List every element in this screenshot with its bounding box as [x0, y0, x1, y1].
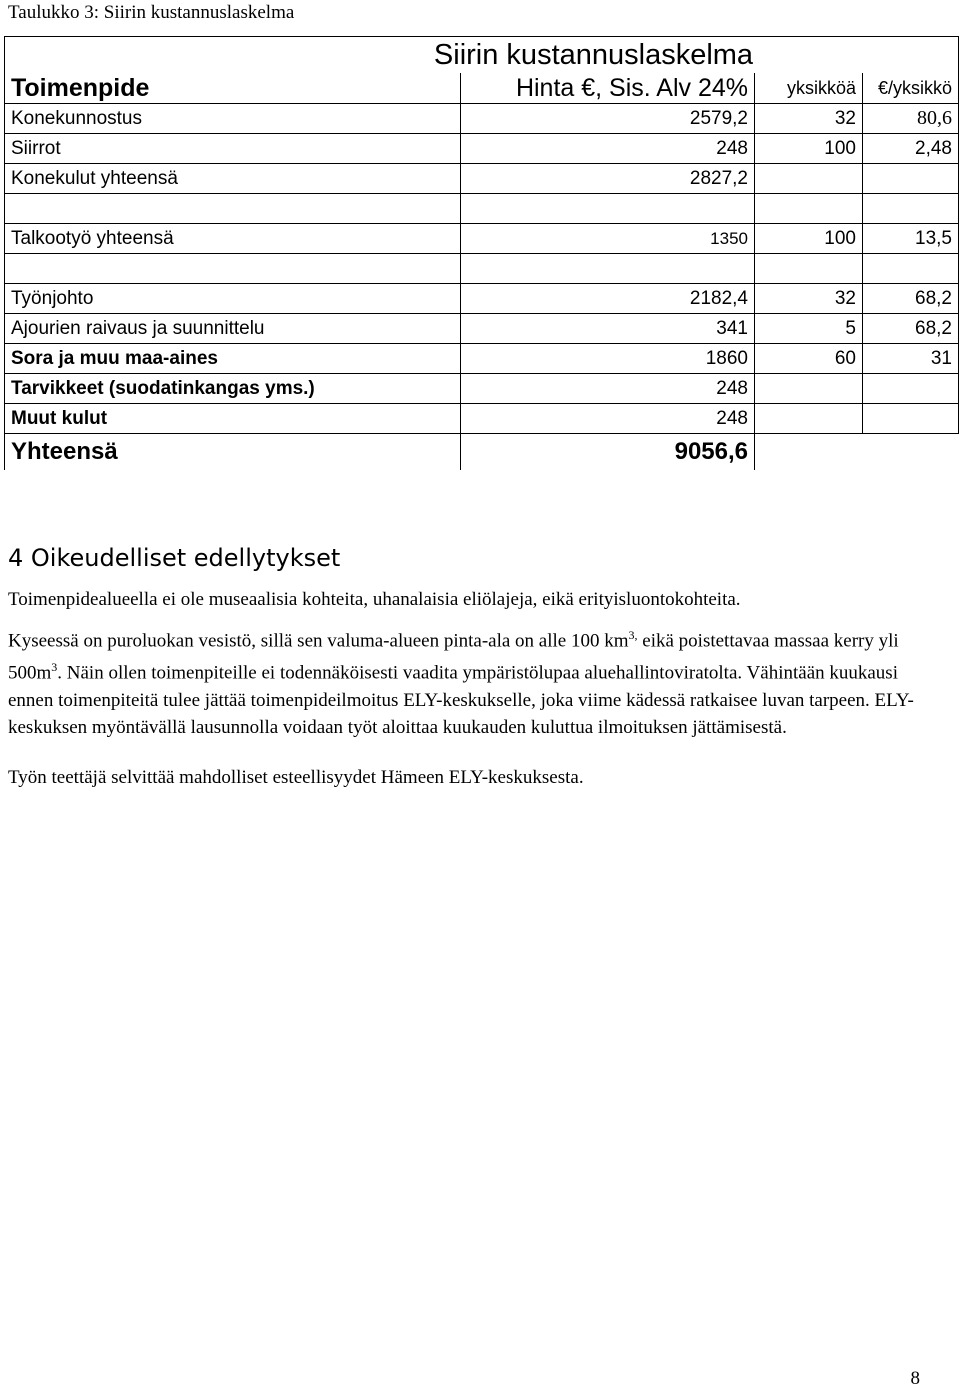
row-price — [461, 254, 755, 284]
row-unit-price: 31 — [863, 344, 959, 374]
row-units: 32 — [755, 104, 863, 134]
row-unit-price: 80,6 — [863, 104, 959, 134]
row-units: 32 — [755, 284, 863, 314]
paragraph-3: Työn teettäjä selvittää mahdolliset esteellisyydet Hämeen ELY-keskuksesta. — [8, 767, 584, 788]
paragraph-1: Toimenpidealueella ei ole museaalisia kohteita, uhanalaisia eliölajeja, eikä erityisluontokohteita. — [8, 589, 741, 610]
row-unit-price — [863, 194, 959, 224]
row-units — [755, 194, 863, 224]
header-units: yksikköä — [755, 73, 863, 104]
table-row — [5, 314, 959, 344]
row-units: 60 — [755, 344, 863, 374]
row-label: Talkootyö yhteensä — [5, 224, 461, 254]
page-number: 8 — [910, 1368, 920, 1389]
row-unit-price — [863, 254, 959, 284]
row-units — [755, 374, 863, 404]
paragraph-2-part-a: Kyseessä on puroluokan vesistö, sillä sen valuma-alueen pinta-ala on alle 100 km — [8, 630, 629, 652]
total-label: Yhteensä — [5, 434, 461, 471]
total-empty-cell — [863, 434, 959, 471]
table-title: Siirin kustannuslaskelma — [5, 37, 959, 74]
row-label: Siirrot — [5, 134, 461, 164]
row-units: 5 — [755, 314, 863, 344]
table-row — [5, 134, 959, 164]
row-label: Konekunnostus — [5, 104, 461, 134]
row-price: 341 — [461, 314, 755, 344]
total-price: 9056,6 — [461, 434, 755, 471]
table-row — [5, 164, 959, 194]
header-toimenpide: Toimenpide — [5, 73, 461, 104]
row-price: 2827,2 — [461, 164, 755, 194]
table-row — [5, 224, 959, 254]
cost-table — [4, 36, 959, 470]
table-total-row — [5, 434, 959, 471]
row-unit-price: 2,48 — [863, 134, 959, 164]
row-price: 248 — [461, 134, 755, 164]
paragraph-2-part-b: eikä poistettavaa massaa kerry yli 500m — [8, 630, 899, 684]
superscript-3-comma: 3, — [628, 628, 638, 642]
row-unit-price — [863, 164, 959, 194]
row-label: Tarvikkeet (suodatinkangas yms.) — [5, 374, 461, 404]
table-header-row — [5, 73, 959, 104]
row-label — [5, 194, 461, 224]
header-price: Hinta €, Sis. Alv 24% — [461, 73, 755, 104]
superscript-3: 3 — [51, 660, 58, 675]
table-row-empty — [5, 254, 959, 284]
paragraph-2-part-c: . Näin ollen toimenpiteille ei todennäköisesti vaadita ympäristölupaa aluehallintoviratolta. Vähintään kuukausi ennen toimenpiteitä tulee jättää toimenpideilmoitus ELY-keskukselle, joka viime kädessä ratkaisee luvan tarpeen. ELY-keskuksen myöntävällä lausunnolla voidaan työt aloittaa kuukauden kuluttua ilmoituksen jättämisestä. — [8, 662, 914, 738]
header-unit-price: €/yksikkö — [863, 73, 959, 104]
row-label: Muut kulut — [5, 404, 461, 434]
row-label: Konekulut yhteensä — [5, 164, 461, 194]
table-row — [5, 284, 959, 314]
row-units: 100 — [755, 134, 863, 164]
total-empty-cell — [755, 434, 863, 471]
row-price: 2579,2 — [461, 104, 755, 134]
row-price — [461, 194, 755, 224]
row-unit-price: 68,2 — [863, 314, 959, 344]
row-units: 100 — [755, 224, 863, 254]
table-row — [5, 344, 959, 374]
table-row-empty — [5, 194, 959, 224]
row-unit-price — [863, 404, 959, 434]
row-units — [755, 164, 863, 194]
row-label — [5, 254, 461, 284]
table-row — [5, 404, 959, 434]
row-label: Ajourien raivaus ja suunnittelu — [5, 314, 461, 344]
row-price: 248 — [461, 404, 755, 434]
row-units — [755, 404, 863, 434]
row-price: 1860 — [461, 344, 755, 374]
section-heading: 4 Oikeudelliset edellytykset — [8, 544, 341, 572]
table-title-row — [5, 37, 959, 74]
row-unit-price — [863, 374, 959, 404]
row-price: 248 — [461, 374, 755, 404]
paragraph-2 — [8, 622, 938, 741]
row-price: 2182,4 — [461, 284, 755, 314]
row-label: Työnjohto — [5, 284, 461, 314]
table-row — [5, 374, 959, 404]
table-caption: Taulukko 3: Siirin kustannuslaskelma — [8, 2, 295, 23]
table-row — [5, 104, 959, 134]
row-units — [755, 254, 863, 284]
row-label: Sora ja muu maa-aines — [5, 344, 461, 374]
row-unit-price: 68,2 — [863, 284, 959, 314]
row-unit-price: 13,5 — [863, 224, 959, 254]
row-price: 1350 — [461, 224, 755, 254]
